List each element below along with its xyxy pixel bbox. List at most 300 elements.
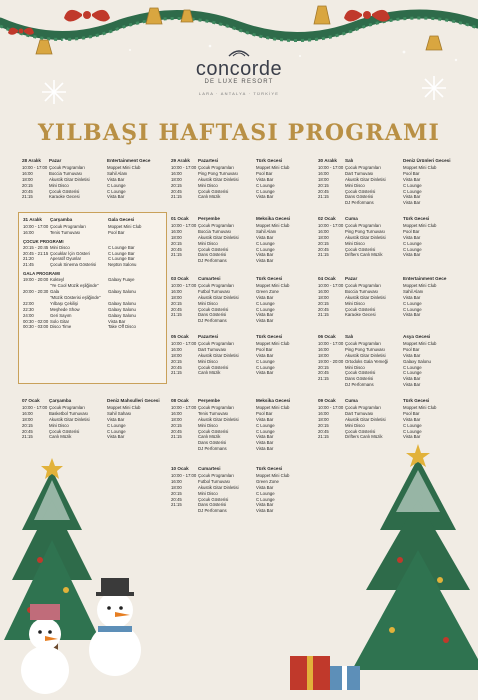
event-cell: Dart Turnuvası (345, 410, 374, 416)
time-cell: 18:00 (171, 484, 182, 490)
venue-cell: Vista Bar (256, 234, 274, 240)
program-block-header (318, 158, 460, 164)
program-block-header (22, 398, 164, 404)
time-cell: 16:00 (22, 170, 33, 176)
venue-cell: Moppet Mini Club (107, 164, 141, 170)
program-day: Cuma (345, 398, 358, 403)
time-cell: 20:15 (171, 490, 182, 496)
program-row (318, 200, 460, 206)
venue-cell: C Lounge (256, 182, 275, 188)
program-day: Pazar (345, 276, 358, 281)
time-cell: 24:00 (23, 312, 34, 318)
venue-cell: C Lounge (403, 240, 422, 246)
venue-cell: Moppet Mini Club (256, 404, 290, 410)
time-cell: 20:15 (171, 300, 182, 306)
time-cell: 18:00 (318, 294, 329, 300)
venue-cell: Pool Bar (108, 229, 125, 235)
time-cell: 16:00 (171, 288, 182, 294)
venue-cell: C Lounge (256, 496, 275, 502)
event-cell: Çocuk Gösterisi (198, 364, 229, 370)
time-cell: 21:15 (318, 194, 329, 200)
venue-cell: Vista Bar (256, 508, 274, 514)
venue-cell: C Lounge (256, 490, 275, 496)
event-cell: Çocuk Sinema Gösterisi (50, 262, 97, 268)
program-date: 29 Aralık (171, 158, 190, 163)
event-cell: Drifters Canlı Müzik (345, 252, 383, 258)
venue-cell: C Lounge (403, 364, 422, 370)
event-cell: Boccia Turnuvası (198, 228, 231, 234)
time-cell: 20:45 (171, 428, 182, 434)
venue-cell: Vista Bar (403, 376, 421, 382)
time-cell: 20:15 (318, 300, 329, 306)
program-block (171, 276, 311, 324)
program-block-header (171, 216, 311, 222)
program-row (318, 382, 460, 388)
time-cell: 18:00 (171, 234, 182, 240)
time-cell: 10:00 - 17:00 (22, 404, 48, 410)
event-cell: Karaoke Gecesi (49, 194, 80, 200)
event-cell: Karaoke Gecesi (345, 312, 376, 318)
event-cell: Mini Disco (345, 240, 365, 246)
event-cell: Mini Disco (49, 422, 69, 428)
program-day: Salı (345, 334, 354, 339)
program-day: Cumartesi (198, 276, 221, 281)
venue-cell: Moppet Mini Club (256, 222, 290, 228)
venue-cell: Vista Bar (403, 252, 421, 258)
venue-cell: Vista Bar (256, 318, 274, 324)
venue-cell: Vista Bar (256, 502, 274, 508)
gala-night-panel (18, 212, 167, 384)
venue-cell: C Lounge (256, 358, 275, 364)
venue-cell: Moppet Mini Club (403, 340, 437, 346)
event-cell: Çocuk Programları (198, 282, 234, 288)
program-date: 01 Ocak (171, 216, 189, 221)
event-cell: Ping Pong Turnuvası (345, 346, 385, 352)
time-cell: 21:15 (318, 312, 329, 318)
venue-cell: Vista Bar (403, 312, 421, 318)
event-cell: Dans Gösterisi (198, 312, 227, 318)
event-cell: Mini Disco (198, 490, 218, 496)
program-theme: Türk Gecesi (403, 398, 430, 403)
program-row (171, 318, 311, 324)
program-block-header (171, 398, 311, 404)
program-block (22, 158, 164, 200)
event-cell: Drifters Canlı Müzik (345, 434, 383, 440)
venue-cell: Galaxy Salonu (108, 306, 136, 312)
time-cell: 18:00 (22, 416, 33, 422)
event-cell: Akustik Gitar Dinletisi (198, 352, 239, 358)
venue-cell: Vista Bar (107, 416, 125, 422)
program-theme: Entertainment Gece (403, 276, 447, 281)
event-cell: DJ Performans (198, 446, 227, 452)
venue-cell: Moppet Mini Club (403, 164, 437, 170)
time-cell: 18:00 (171, 352, 182, 358)
program-date: 08 Ocak (171, 398, 189, 403)
event-cell: Futbol Turnuvası (198, 288, 231, 294)
program-date: 05 Ocak (171, 334, 189, 339)
time-cell: 20:45 (318, 370, 329, 376)
event-cell: Çocuk Gösterisi (345, 428, 376, 434)
venue-cell: Vista Bar (256, 434, 274, 440)
time-cell: 16:00 (318, 288, 329, 294)
event-cell: Dans Gösterisi (198, 252, 227, 258)
event-cell: Mini Disco (345, 300, 365, 306)
program-theme: Deniz Ürünleri Gecesi (403, 158, 451, 163)
time-cell: 16:00 (22, 410, 33, 416)
event-cell: Akustik Gitar Dinletisi (345, 294, 386, 300)
event-cell: Futbol Turnuvası (198, 478, 231, 484)
time-cell: 10:00 - 17:00 (22, 164, 48, 170)
program-date: 28 Aralık (22, 158, 41, 163)
event-cell: Çocuk Gösterisi (345, 306, 376, 312)
venue-cell: Sahil Sahası (107, 410, 132, 416)
time-cell: 20:15 (318, 422, 329, 428)
venue-cell: Vista Bar (403, 416, 421, 422)
event-cell: Çocuk Programları (198, 222, 234, 228)
brand-name: concorde (195, 58, 283, 80)
venue-cell: C Lounge (107, 428, 126, 434)
event-cell: DJ Performans (198, 318, 227, 324)
venue-cell: Vista Bar (108, 318, 126, 324)
program-day: Perşembe (198, 398, 220, 403)
program-block (318, 276, 460, 318)
time-cell: 18:00 (22, 176, 33, 182)
event-cell: Çocuk Programları (198, 340, 234, 346)
venue-cell: Vista Bar (256, 312, 274, 318)
program-theme: Türk Gecesi (256, 334, 283, 339)
program-block (171, 334, 311, 376)
event-cell: Akustik Gitar Dinletisi (198, 176, 239, 182)
event-cell: Akustik Gitar Dinletisi (49, 176, 90, 182)
time-cell: 20:45 (171, 306, 182, 312)
event-cell: Meşhede Show (50, 306, 80, 312)
time-cell: 10:00 - 17:00 (318, 282, 344, 288)
event-cell: Çocuk Gösterisi (345, 370, 376, 376)
program-block-header (318, 398, 460, 404)
event-cell: Solo Gitar (50, 318, 70, 324)
venue-cell: C Lounge (403, 370, 422, 376)
time-cell: 18:00 (318, 234, 329, 240)
program-day: Pazartesi (198, 158, 219, 163)
venue-cell: Vista Bar (256, 446, 274, 452)
program-block (171, 158, 311, 200)
time-cell: 10:00 - 17:00 (171, 282, 197, 288)
event-cell: Mini Disco (345, 422, 365, 428)
time-cell: 10:00 - 17:00 (171, 164, 197, 170)
time-cell: 10:00 - 17:00 (171, 472, 197, 478)
program-theme: Türk Gecesi (403, 216, 430, 221)
program-date: 30 Aralık (318, 158, 337, 163)
time-cell: 18:00 (171, 416, 182, 422)
program-date: 09 Ocak (318, 398, 336, 403)
event-cell: Dans Gösterisi (345, 376, 374, 382)
time-cell: 16:00 (318, 228, 329, 234)
venue-cell: Pool Bar (403, 346, 420, 352)
snowman-icon (89, 578, 141, 676)
event-cell: Boccia Turnuvası (49, 170, 82, 176)
time-cell: 20:00 - 20:30 (23, 288, 49, 294)
event-cell: DJ Performans (198, 258, 227, 264)
venue-cell: Pool Bar (256, 410, 273, 416)
venue-cell: C Lounge Bar (108, 244, 135, 250)
program-day: Pazar (49, 158, 62, 163)
venue-cell: Pool Bar (256, 170, 273, 176)
program-day: Çarşamba (50, 217, 73, 222)
program-date: 03 Ocak (171, 276, 189, 281)
time-cell: 16:00 (171, 228, 182, 234)
venue-cell: C Lounge (256, 240, 275, 246)
venue-cell: Vista Bar (256, 252, 274, 258)
event-cell: Çocuk Programları (49, 164, 85, 170)
time-cell: 16:00 (318, 410, 329, 416)
event-cell: Çocuk Programları (345, 164, 381, 170)
program-theme: Gala Gecesi (108, 217, 135, 222)
time-cell: 21:15 (318, 376, 329, 382)
event-cell: Çocuk Programları (198, 404, 234, 410)
venue-cell: Moppet Mini Club (403, 222, 437, 228)
program-block-header (171, 334, 311, 340)
time-cell: 20:45 (318, 246, 329, 252)
venue-cell: Vista Bar (256, 484, 274, 490)
time-cell: 16:00 (318, 170, 329, 176)
brand-location: LARA · ANTALYA · TÜRKİYE (198, 91, 280, 96)
christmas-trees-decoration (0, 440, 478, 700)
time-cell: 21:45 (23, 262, 34, 268)
event-cell: Ping Pong Turnuvası (198, 170, 238, 176)
time-cell: 22:30 (23, 306, 34, 312)
venue-cell: Moppet Mini Club (108, 223, 142, 229)
program-block (22, 398, 164, 440)
venue-cell: Vista Bar (403, 294, 421, 300)
time-cell: 00:30 - 02:00 (23, 318, 49, 324)
time-cell: 18:00 (171, 176, 182, 182)
event-cell: Dans Gösterisi (345, 194, 374, 200)
venue-cell: Vista Bar (256, 194, 274, 200)
program-date: 31 Aralık (23, 217, 42, 222)
time-cell: 10:00 - 17:00 (318, 164, 344, 170)
venue-cell: C Lounge (256, 428, 275, 434)
brand-logo (0, 58, 478, 96)
venue-cell: Vista Bar (403, 200, 421, 206)
brand-mark-icon (227, 48, 251, 58)
time-cell: 16:00 (171, 410, 182, 416)
event-cell: Ortodoks Gala Yemeği (345, 358, 388, 364)
program-row (23, 262, 162, 268)
time-cell: 19:00 - 20:00 (23, 277, 49, 283)
venue-cell: Galaxy Salonu (108, 312, 136, 318)
program-date: 07 Ocak (22, 398, 40, 403)
event-cell: Çocuk Gösterisi (345, 246, 376, 252)
event-cell: Yılbaşı Çekilişi (50, 300, 78, 306)
venue-cell: Vista Bar (403, 382, 421, 388)
venue-cell: Pool Bar (403, 228, 420, 234)
program-date: 06 Ocak (318, 334, 336, 339)
event-cell: Çocuk Programları (345, 282, 381, 288)
time-cell: 20:45 (171, 246, 182, 252)
venue-cell: Neptün Salonu (108, 262, 137, 268)
program-day: Salı (345, 158, 354, 163)
time-cell: 20:15 - 20:45 (23, 244, 49, 250)
program-block-header (171, 276, 311, 282)
venue-cell: Galaxy Salonu (108, 300, 136, 306)
venue-cell: C Lounge (107, 182, 126, 188)
time-cell: 21:15 (171, 370, 182, 376)
venue-cell: Moppet Mini Club (256, 164, 290, 170)
venue-cell: Vista Bar (107, 176, 125, 182)
event-cell: Çocuklar İçin Gösteri (50, 250, 90, 256)
time-cell: 20:15 (22, 422, 33, 428)
program-day: Perşembe (198, 216, 220, 221)
program-row (23, 230, 162, 236)
venue-cell: Vista Bar (403, 194, 421, 200)
program-row (318, 312, 460, 318)
event-cell: Mini Disco (198, 300, 218, 306)
venue-cell: Vista Bar (403, 434, 421, 440)
venue-cell: Vista Bar (256, 370, 274, 376)
time-cell: 20:45 - 21:15 (23, 250, 49, 256)
program-theme: Türk Gecesi (256, 276, 283, 281)
time-cell: 10:00 - 17:00 (171, 340, 197, 346)
time-cell (171, 258, 198, 264)
tree-right-icon (352, 444, 478, 670)
time-cell: 20:45 (22, 188, 33, 194)
venue-cell: Sahil Alanı (256, 228, 277, 234)
time-cell: 20:15 (171, 182, 182, 188)
event-cell: Akustik Gitar Dinletisi (198, 294, 239, 300)
event-cell: Akustik Gitar Dinletisi (198, 484, 239, 490)
event-cell: Mini Disco (345, 364, 365, 370)
venue-cell: Pool Bar (256, 346, 273, 352)
event-cell: Çocuk Programları (345, 404, 381, 410)
time-cell (318, 382, 345, 388)
event-cell: DJ Performans (345, 382, 374, 388)
time-cell: 10:00 - 17:00 (171, 222, 197, 228)
event-cell: Çocuk Programları (198, 164, 234, 170)
program-block (318, 158, 460, 206)
event-cell: Canlı Müzik (198, 194, 221, 200)
program-theme: Türk Gecesi (256, 466, 283, 471)
event-cell: Dans Gösterisi (198, 440, 227, 446)
event-cell: Çocuk Gösterisi (49, 188, 80, 194)
venue-cell: Vista Bar (256, 440, 274, 446)
program-block (171, 216, 311, 264)
time-cell: 20:45 (171, 496, 182, 502)
program-block-header (171, 158, 311, 164)
program-row (171, 258, 311, 264)
event-cell: Akustik Gitar Dinletisi (345, 416, 386, 422)
venue-cell: C Lounge (403, 422, 422, 428)
time-cell: 20:45 (171, 364, 182, 370)
venue-cell: Vista Bar (107, 194, 125, 200)
time-cell: 10:00 - 17:00 (171, 404, 197, 410)
venue-cell: Vista Bar (107, 434, 125, 440)
event-cell: Canlı Müzik (49, 434, 72, 440)
event-cell: Canlı Müzik (198, 370, 221, 376)
time-cell: 21:15 (22, 434, 33, 440)
time-cell: 10:00 - 17:00 (318, 222, 344, 228)
venue-cell: Vista Bar (403, 352, 421, 358)
event-cell: Boccia Turnuvası (345, 288, 378, 294)
venue-cell: Moppet Mini Club (256, 472, 290, 478)
venue-cell: Vista Bar (256, 176, 274, 182)
program-block (318, 216, 460, 258)
page-title: YILBAŞI HAFTASI PROGRAMI (37, 120, 441, 146)
time-cell: 20:15 (318, 182, 329, 188)
time-cell: 20:15 (171, 358, 182, 364)
venue-cell: C Lounge (403, 182, 422, 188)
event-cell: Akustik Gitar Dinletisi (198, 234, 239, 240)
program-day: Pazartesi (198, 334, 219, 339)
time-cell: 10:00 - 17:00 (318, 340, 344, 346)
venue-cell: Vista Bar (256, 352, 274, 358)
event-cell: Çocuk Gösterisi (198, 428, 229, 434)
venue-cell: C Lounge Bar (108, 256, 135, 262)
time-cell: 20:15 (22, 182, 33, 188)
time-cell: 20:15 (171, 240, 182, 246)
program-block-header (22, 158, 164, 164)
event-cell: Canlı Müzik (198, 434, 221, 440)
time-cell: 21:20 (23, 256, 34, 262)
event-cell: Çocuk Gösterisi (198, 306, 229, 312)
event-cell: Tenis Turnuvası (50, 229, 81, 235)
venue-cell: Galaxy Salonu (108, 288, 136, 294)
venue-cell: C Lounge (403, 246, 422, 252)
section-title: ÇOCUK PROGRAMI (23, 238, 64, 244)
program-block-header (318, 216, 460, 222)
venue-cell: C Lounge Bar (108, 250, 135, 256)
time-cell: 21:15 (318, 434, 329, 440)
event-cell: "Ye Cool Müzik eşliğinde" (50, 283, 99, 289)
venue-cell: C Lounge (256, 188, 275, 194)
time-cell: 18:00 (171, 294, 182, 300)
time-cell: 21:15 (171, 194, 182, 200)
section-title: GALA PROGRAMI (23, 271, 60, 277)
program-theme: Türk Gecesi (256, 158, 283, 163)
time-cell: 18:00 (318, 416, 329, 422)
program-block-header (23, 217, 162, 223)
venue-cell: Galaxy Salonu (403, 358, 431, 364)
venue-cell: C Lounge (403, 428, 422, 434)
program-theme: Asya Gecesi (403, 334, 431, 339)
venue-cell: C Lounge (256, 364, 275, 370)
venue-cell: Moppet Mini Club (403, 404, 437, 410)
event-cell: Ping Pong Turnuvası (345, 228, 385, 234)
time-cell: 21:15 (22, 194, 33, 200)
time-cell: 16:00 (23, 229, 34, 235)
venue-cell: C Lounge (256, 246, 275, 252)
time-cell: 10:00 - 17:00 (318, 404, 344, 410)
event-cell: Çocuk Gösterisi (198, 496, 229, 502)
program-block-header (318, 334, 460, 340)
time-cell: 21:15 (171, 252, 182, 258)
venue-cell: Vista Bar (256, 258, 274, 264)
program-day: Çarşamba (49, 398, 72, 403)
time-cell: 20:45 (22, 428, 33, 434)
event-cell: Dart Turnuvası (345, 170, 374, 176)
event-cell: Mini Disco (198, 422, 218, 428)
event-cell: Çocuk Gösterisi (198, 188, 229, 194)
venue-cell: C Lounge (403, 188, 422, 194)
time-cell: 18:00 (318, 176, 329, 182)
venue-cell: Sahil Alanı (107, 170, 128, 176)
venue-cell: Take Off Disco (108, 324, 136, 330)
time-cell: 18:00 (318, 352, 329, 358)
venue-cell: C Lounge (256, 306, 275, 312)
venue-cell: Moppet Mini Club (256, 282, 290, 288)
program-row (22, 194, 164, 200)
program-block (23, 217, 162, 330)
event-cell: DJ Performans (345, 200, 374, 206)
